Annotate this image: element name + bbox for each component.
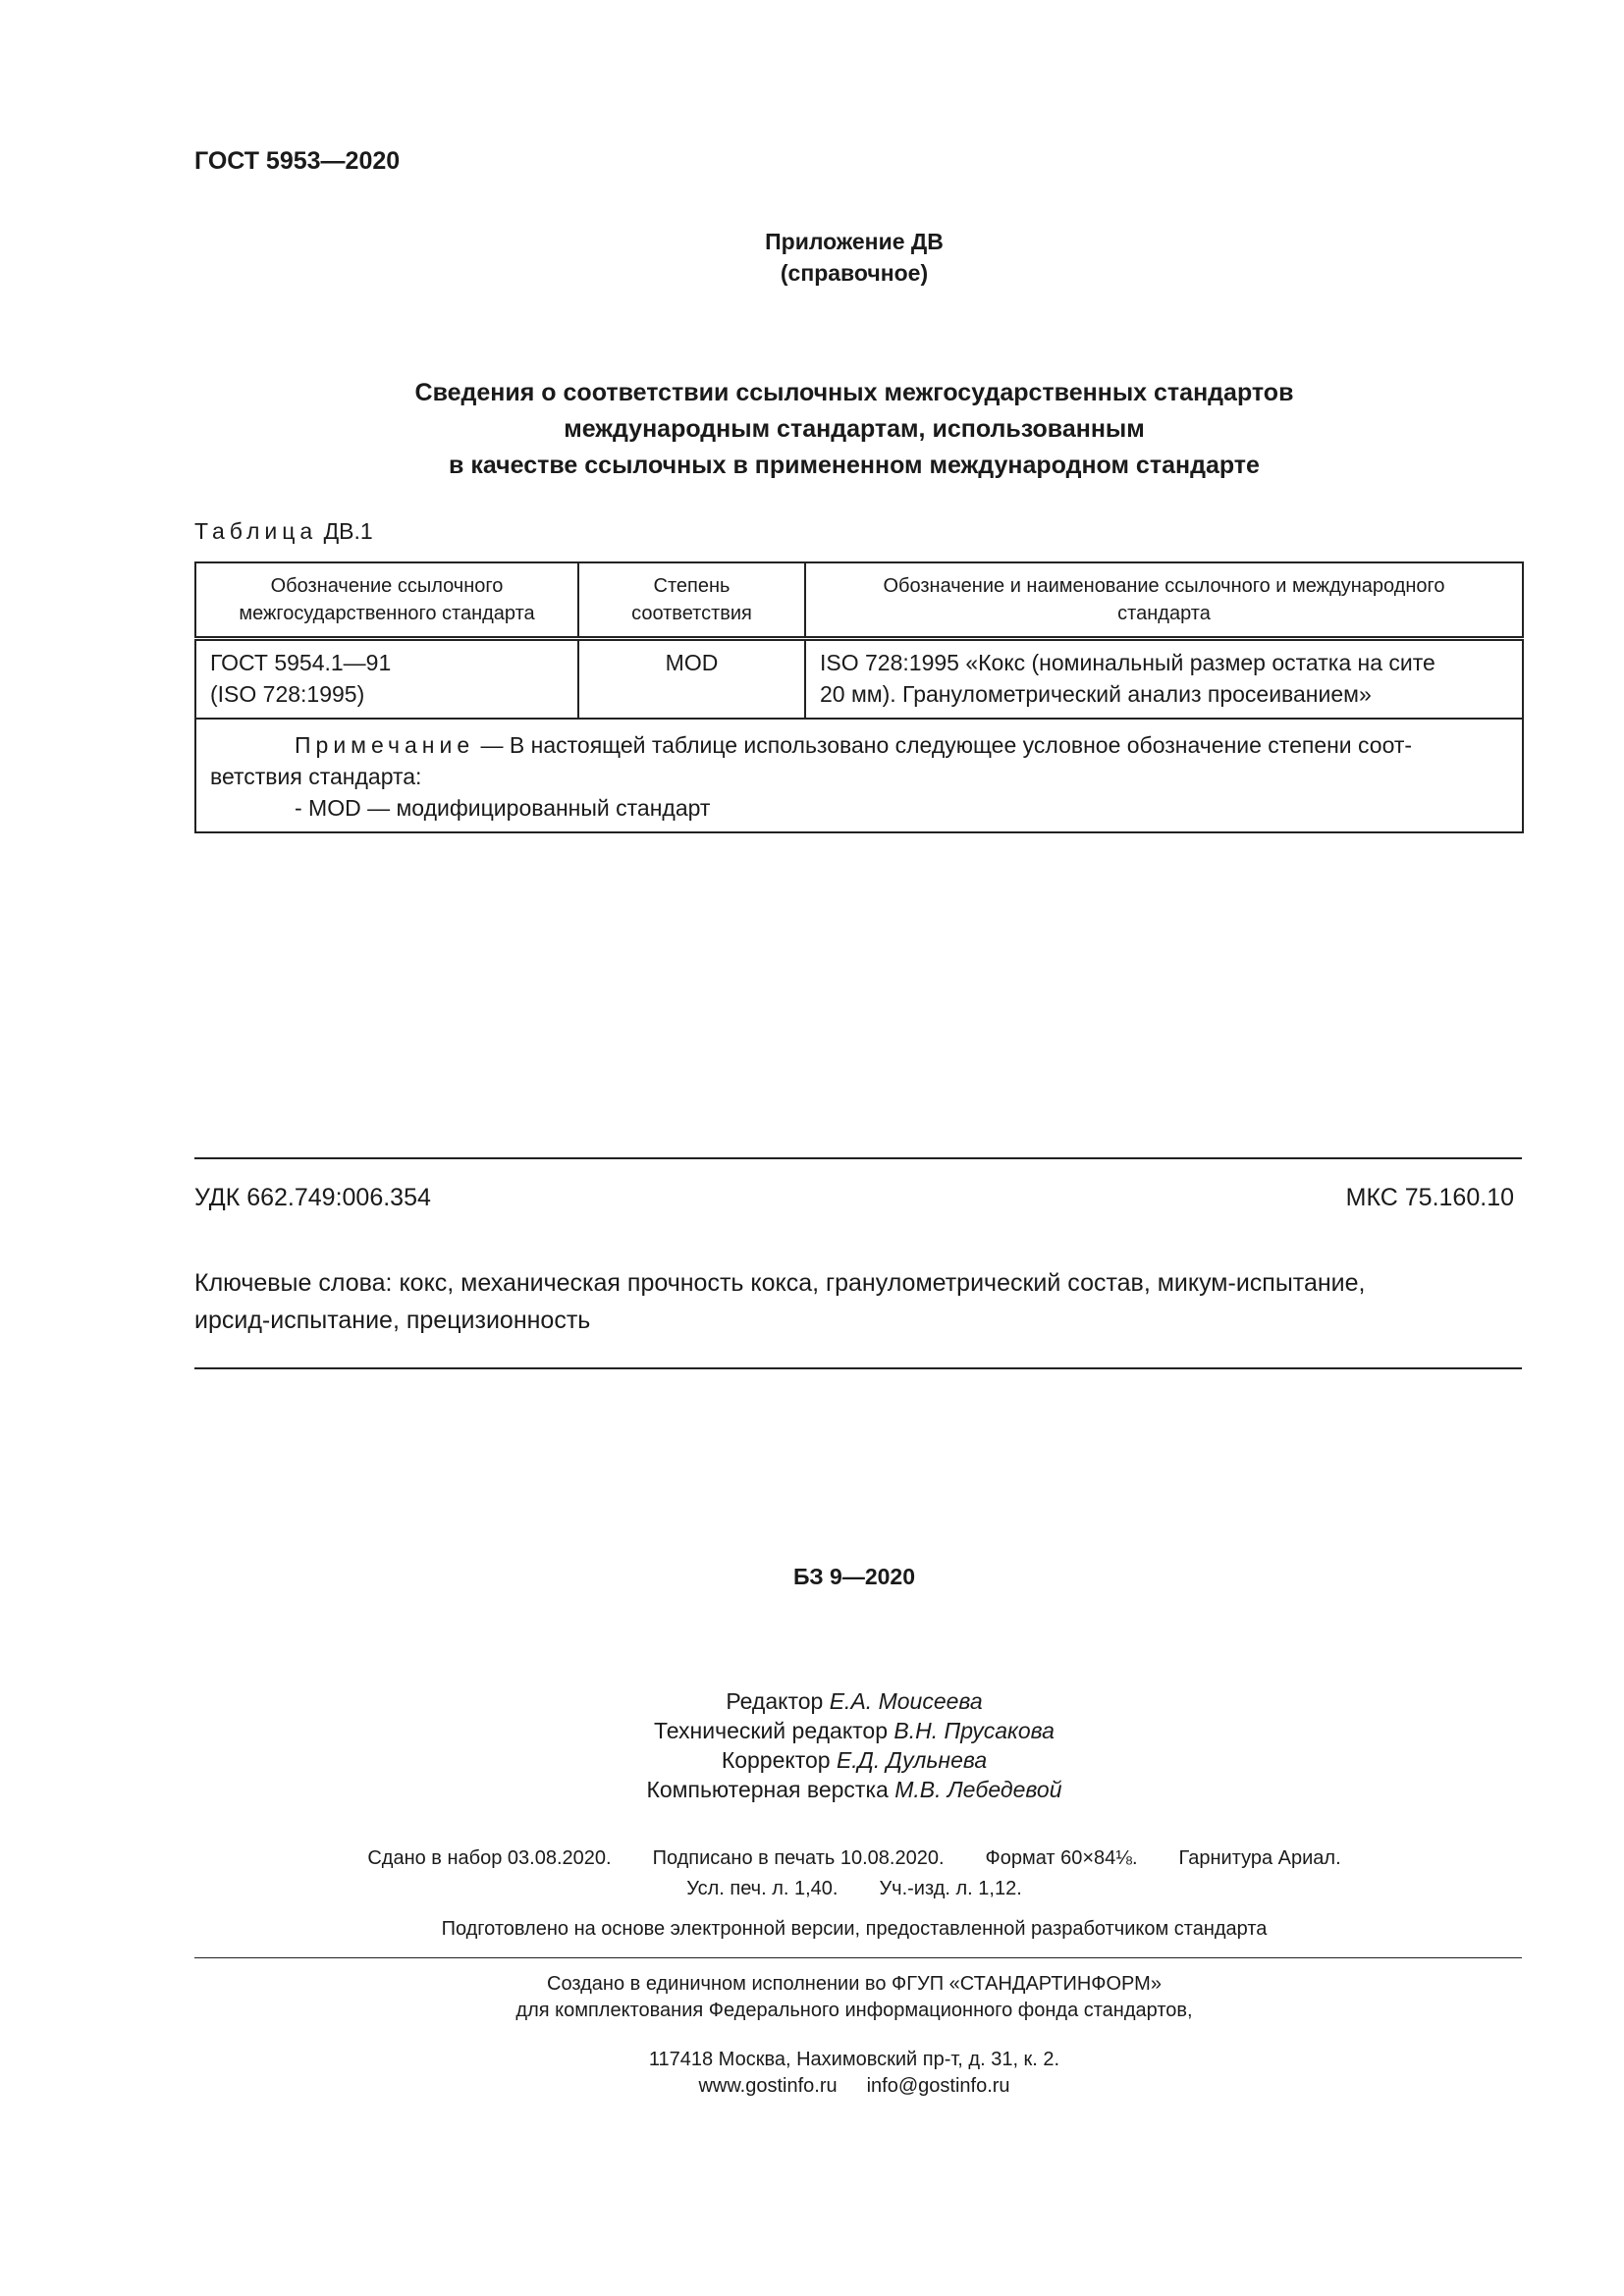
annex-heading-line: Сведения о соответствии ссылочных межгосударственных стандартов (414, 379, 1294, 406)
table-row (195, 639, 1523, 720)
website-link[interactable]: www.gostinfo.ru (698, 2075, 838, 2097)
publisher-address: 117418 Москва, Нахимовский пр-т, д. 31, к. 2. www.gostinfo.ru info@gostinfo.ru (648, 2049, 1060, 2097)
annex-heading (0, 375, 1624, 484)
keywords: Ключевые слова: кокс, механическая прочность кокса, гранулометрический состав, микум-испытание, ирсид-испытание, прецизионность (194, 1269, 1366, 1334)
column-header-standard: Обозначение ссылочного межгосударственного стандарта (195, 562, 578, 639)
note-list-item: - MOD — модифицированный стандарт (295, 795, 711, 821)
annex-heading-line: в качестве ссылочных в примененном международном стандарте (449, 452, 1260, 479)
cell-degree: MOD (578, 639, 805, 720)
staff-line: Редактор Е.А. Моисеева (726, 1688, 983, 1714)
annex-kind: (справочное) (780, 260, 929, 286)
note-text: — В настоящей таблице использовано следующее условное обозначение степени соот- (474, 732, 1413, 758)
cell-standard: ГОСТ 5954.1—91 (ISO 728:1995) (195, 639, 578, 720)
editorial-staff (0, 1686, 1624, 1804)
annex-heading-line: международным стандартам, использованным (564, 415, 1145, 443)
reference-table (194, 561, 1524, 833)
annex-title: Приложение ДВ (765, 229, 944, 254)
table-note (195, 719, 1523, 832)
publisher-info: Создано в единичном исполнении во ФГУП «СТАНДАРТИНФОРМ» для комплектования Федерального информационного фонда стандартов, (515, 1973, 1193, 2021)
divider-line (194, 1157, 1522, 1159)
document-code: ГОСТ 5953—2020 (194, 147, 401, 175)
mks-code: МКС 75.160.10 (1345, 1184, 1514, 1211)
staff-line: Компьютерная верстка М.В. Лебедевой (646, 1777, 1062, 1802)
table-caption (194, 518, 373, 545)
prepared-note: Подготовлено на основе электронной версии, предоставленной разработчиком стандарта (441, 1918, 1268, 1940)
email-link[interactable]: info@gostinfo.ru (866, 2075, 1010, 2097)
divider-line (194, 1367, 1522, 1369)
table-caption-word: Таблица (194, 518, 318, 544)
table-caption-number: ДВ.1 (323, 518, 373, 544)
note-text-continued: ветствия стандарта: (210, 764, 422, 789)
column-header-degree: Степень соответствия (578, 562, 805, 639)
column-header-reference: Обозначение и наименование ссылочного и международного стандарта (805, 562, 1523, 639)
table-note-row (195, 719, 1523, 832)
staff-line: Корректор Е.Д. Дульнева (721, 1747, 988, 1773)
annex-header (0, 226, 1624, 289)
cell-reference: ISO 728:1995 «Кокс (номинальный размер остатка на сите 20 мм). Гранулометрический анализ просеиванием» (805, 639, 1523, 720)
divider-line (194, 1957, 1522, 1958)
udk-code: УДК 662.749:006.354 (194, 1184, 431, 1211)
bz-number: БЗ 9—2020 (793, 1564, 915, 1589)
staff-line: Технический редактор В.Н. Прусакова (654, 1718, 1055, 1743)
table-header-row (195, 562, 1523, 639)
note-label: Примечание (295, 732, 475, 758)
print-info: Сдано в набор 03.08.2020. Подписано в печать 10.08.2020. Формат 60×84⅛. Гарнитура Ариал. Усл. печ. л. 1,40. Уч.-изд. л. 1,12. (367, 1847, 1341, 1899)
